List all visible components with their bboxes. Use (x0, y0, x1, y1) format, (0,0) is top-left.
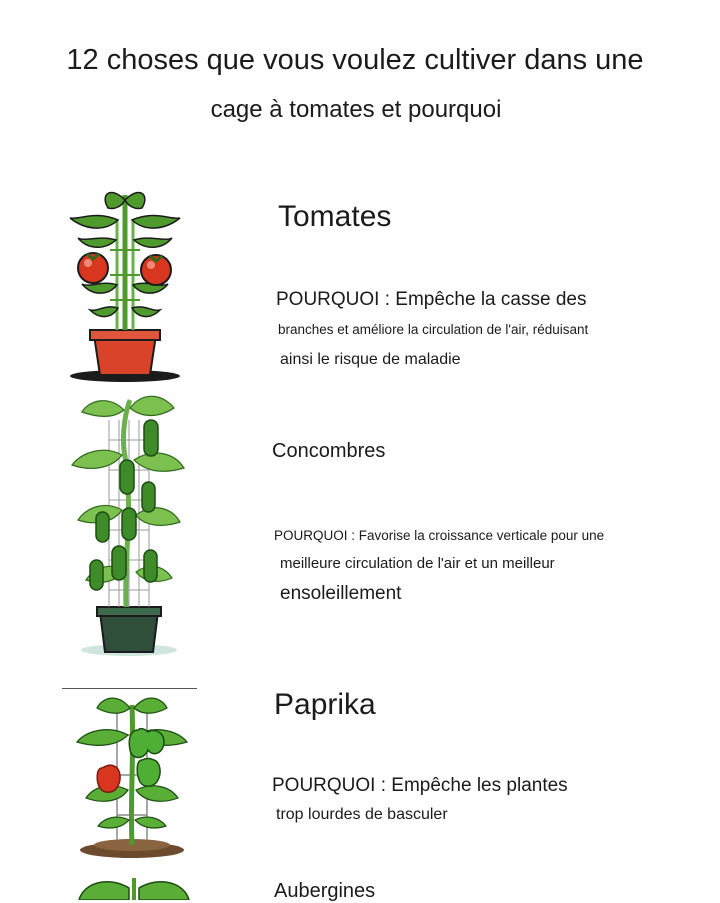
item-why-line: ainsi le risque de maladie (280, 351, 461, 368)
page-title: 12 choses que vous voulez cultiver dans une (66, 44, 644, 76)
divider (62, 688, 197, 689)
cucumber-plant-icon (64, 390, 189, 660)
item-why-line: POURQUOI : Empêche les plantes (272, 775, 568, 796)
item-name-concombres: Concombres (272, 440, 386, 462)
item-why-line: POURQUOI : Empêche la casse des (276, 289, 587, 310)
tomato-plant-icon (60, 180, 190, 385)
item-why-line: POURQUOI : Favorise la croissance verticale pour une (274, 528, 605, 543)
item-name-tomates: Tomates (278, 200, 392, 233)
pepper-plant-icon (72, 690, 192, 860)
item-name-aubergines: Aubergines (274, 880, 376, 902)
item-why-line: meilleure circulation de l'air et un meilleur (280, 555, 555, 572)
page-subtitle: cage à tomates et pourquoi (210, 96, 502, 123)
item-why-line: branches et améliore la circulation de l'air, réduisant (278, 322, 589, 337)
item-why-line: trop lourdes de basculer (276, 806, 448, 823)
eggplant-plant-icon (74, 874, 194, 900)
item-why-line: ensoleillement (280, 583, 402, 604)
item-name-paprika: Paprika (274, 688, 376, 721)
